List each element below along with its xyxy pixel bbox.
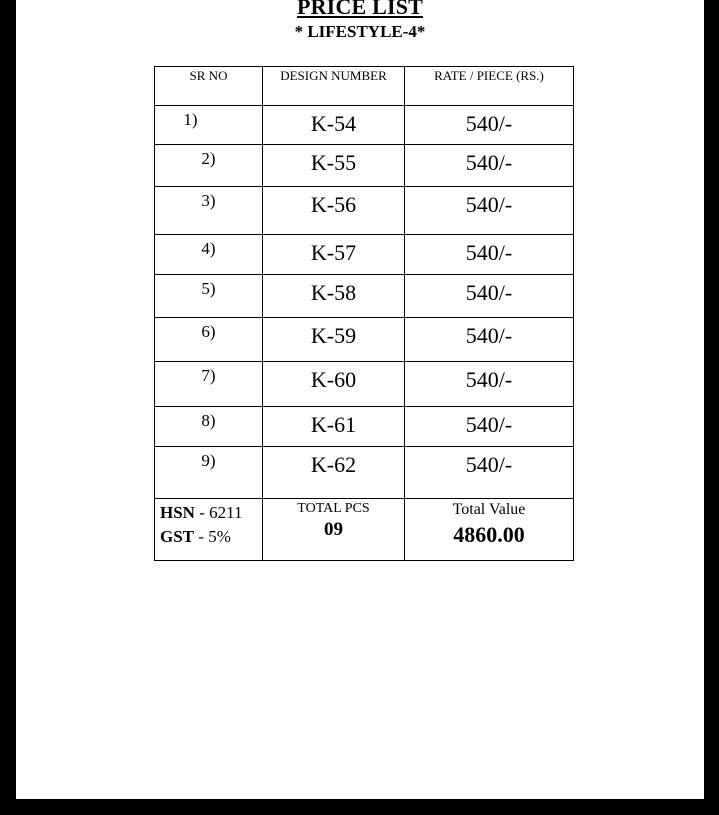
rate-cell: 540/- <box>405 145 574 187</box>
design-number-cell: K-61 <box>263 407 405 447</box>
total-pcs-label: TOTAL PCS <box>297 501 370 516</box>
gst-label: GST <box>160 527 195 546</box>
table-header-row <box>155 67 574 106</box>
sr-no-cell: 2) <box>155 145 263 187</box>
rate-cell: 540/- <box>405 318 574 362</box>
design-number-cell: K-57 <box>263 235 405 275</box>
header-rate-per-piece: RATE / PIECE (RS.) <box>405 67 574 106</box>
design-number-cell: K-58 <box>263 275 405 318</box>
rate-cell: 540/- <box>405 275 574 318</box>
total-value-cell <box>405 499 574 561</box>
table-row <box>155 275 574 318</box>
rate-cell: 540/- <box>405 187 574 235</box>
design-number-cell: K-60 <box>263 362 405 407</box>
hsn-value: - 6211 <box>194 503 243 522</box>
sr-no-cell: 8) <box>155 407 263 447</box>
total-pcs-cell <box>263 499 405 561</box>
sr-no-cell: 5) <box>155 275 263 318</box>
design-number-cell: K-56 <box>263 187 405 235</box>
sr-no-cell: 6) <box>155 318 263 362</box>
sr-no-cell: 9) <box>155 447 263 499</box>
rate-cell: 540/- <box>405 407 574 447</box>
sr-no-cell: 7) <box>155 362 263 407</box>
design-number-cell: K-55 <box>263 145 405 187</box>
table-footer-row <box>155 499 574 561</box>
price-table <box>154 66 574 561</box>
document-page <box>16 0 704 799</box>
gst-value: - 5% <box>194 527 231 546</box>
design-number-cell: K-54 <box>263 106 405 145</box>
total-value-amount: 4860.00 <box>453 522 525 547</box>
design-number-cell: K-62 <box>263 447 405 499</box>
rate-cell: 540/- <box>405 235 574 275</box>
total-value-label: Total Value <box>452 501 526 518</box>
table-row <box>155 362 574 407</box>
sr-no-cell: 3) <box>155 187 263 235</box>
rate-cell: 540/- <box>405 362 574 407</box>
table-row <box>155 318 574 362</box>
table-row <box>155 235 574 275</box>
rate-cell: 540/- <box>405 106 574 145</box>
table-row <box>155 447 574 499</box>
hsn-label: HSN <box>160 503 195 522</box>
document-subtitle: * LIFESTYLE-4* <box>294 22 426 41</box>
tax-info-cell <box>155 499 263 561</box>
document-title: PRICE LIST <box>296 0 424 19</box>
hsn-line <box>160 501 262 525</box>
header-design-number: DESIGN NUMBER <box>263 67 405 106</box>
total-pcs-value: 09 <box>324 519 343 540</box>
sr-no-cell: 4) <box>155 235 263 275</box>
table-row <box>155 106 574 145</box>
header-sr-no: SR NO <box>155 67 263 106</box>
design-number-cell: K-59 <box>263 318 405 362</box>
gst-line <box>160 525 262 549</box>
sr-no-cell: 1) <box>155 106 263 145</box>
table-row <box>155 145 574 187</box>
table-row <box>155 187 574 235</box>
table-row <box>155 407 574 447</box>
rate-cell: 540/- <box>405 447 574 499</box>
